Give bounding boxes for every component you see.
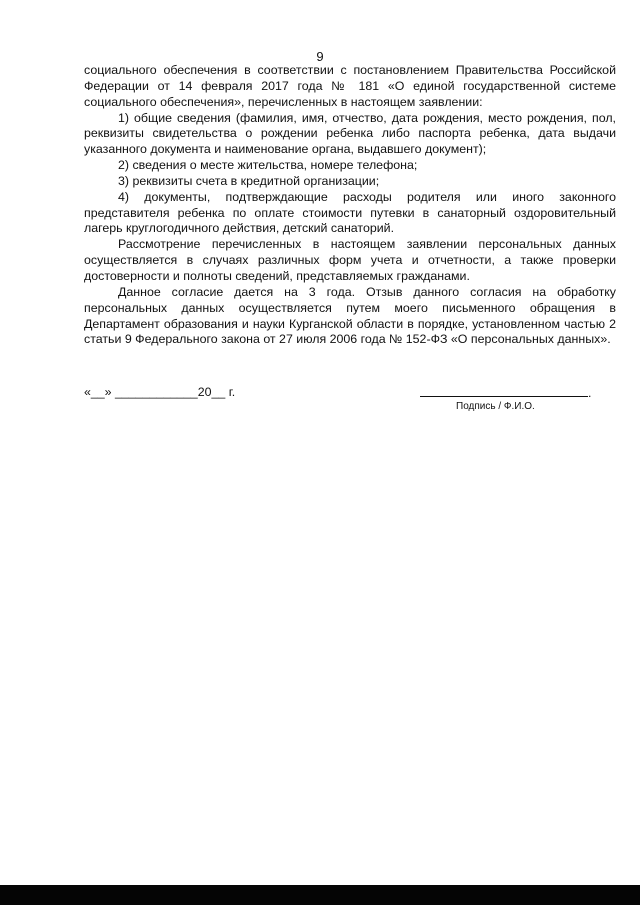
paragraph-processing: Рассмотрение перечисленных в настоящем заявлении персональных данных осуществляется в случаях различных форм учета и отчетности, а также проверки достоверности и полноты сведений, представляемых гражданами. [84,237,616,283]
signature-caption: Подпись / Ф.И.О. [456,401,535,412]
signature-field [420,385,596,401]
signature-end-mark: . [588,386,592,400]
paragraph-item-4: 4) документы, подтверждающие расходы родителя или иного законного представителя ребенка по оплате стоимости путевки в санаторный оздоровительный лагерь круглогодичного действия, детский санаторий. [84,189,616,236]
page-number: 9 [316,49,324,64]
signature-rule [420,385,588,397]
paragraph-item-2: 2) сведения о месте жительства, номере телефона; [118,158,418,173]
paragraph-intro: социального обеспечения в соответствии с постановлением Правительства Российской Федерации от 14 февраля 2017 года № 181 «О единой государственной системе социального обеспечения», перечисленных в настоящем заявлении: [84,63,616,109]
paragraph-consent-term: Данное согласие дается на 3 года. Отзыв данного согласия на обработку персональных данных осуществляется путем моего письменного обращения в Департамент образования и науки Курганской области в порядке, установленном частью 2 статьи 9 Федерального закона от 27 июля 2006 года № 152-ФЗ «О персональных данных». [84,284,616,347]
paragraph-item-3: 3) реквизиты счета в кредитной организации; [118,173,380,188]
date-field: «__» ____________20__ г. [84,385,236,399]
scan-border [0,885,640,905]
document-body [84,63,616,348]
paragraph-item-1: 1) общие сведения (фамилия, имя, отчество, дата рождения, место рождения, пол, реквизиты свидетельства о рождении ребенка либо паспорта ребенка, дата выдачи указанного документа и наименование органа, выдавшего документ); [84,110,616,157]
